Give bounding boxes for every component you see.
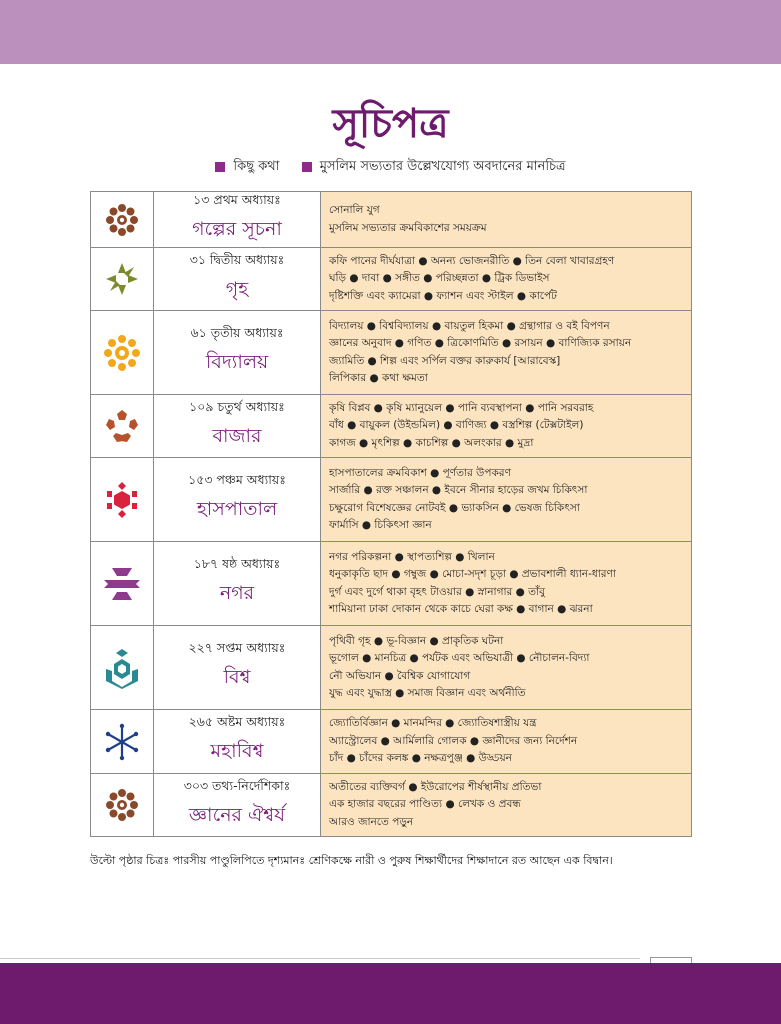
chapter-name[interactable]: হাসপাতাল (196, 498, 278, 520)
chapter-number: ২২৭ সপ্তম অধ্যায়ঃ (188, 640, 286, 655)
chapter-number: ৬১ তৃতীয় অধ্যায়ঃ (190, 325, 284, 340)
chapter-title-cell (154, 395, 321, 458)
toc-table (90, 191, 692, 837)
chapter-icon-cell (91, 542, 154, 626)
chapter-topics (321, 626, 692, 710)
chapter-title-cell (154, 192, 321, 248)
teal-hexagon-icon (102, 647, 142, 689)
chapter-icon-cell (91, 248, 154, 311)
bottom-band (0, 963, 781, 1024)
subtitle (0, 157, 781, 178)
navy-snowflake-icon (103, 723, 141, 761)
chapter-number: ১৫৩ পঞ্চম অধ্যায়ঃ (188, 472, 286, 487)
topic-line: জ্যোতির্বিজ্ঞান ● মানমন্দির ● জ্যোতিষশাস্ত্রীয় যন্ত্র (329, 717, 537, 730)
topic-line: নগর পরিকল্পনা ● স্থাপত্যশিল্প ● খিলান (329, 550, 495, 563)
table-row[interactable] (91, 626, 692, 710)
chapter-title-cell (154, 458, 321, 542)
chapter-topics (321, 710, 692, 774)
chapter-icon-cell (91, 192, 154, 248)
chapter-number: ৩০৩ তথ্য-নির্দেশিকাঃ (183, 777, 291, 793)
topic-line: এক হাজার বছরের পাণ্ডিত্য ● লেখক ও প্রবন্ধ (329, 798, 521, 811)
chapter-number: ৩১ দ্বিতীয় অধ্যায়ঃ (189, 251, 285, 267)
topic-line: মুসলিম সভ্যতার ক্রমবিকাশের সময়ক্রম (329, 221, 487, 234)
chapter-topics (321, 395, 692, 458)
topic-line: ভূগোল ● মানচিত্র ● পর্যটক এবং অভিযাত্রী ● নৌচালন-বিদ্যা (329, 652, 590, 664)
chapter-topics (321, 774, 692, 837)
topic-line: কৃষি বিপ্লব ● কৃষি ম্যানুয়েল ● পানি ব্যবস্থাপনা ● পানি সরবরাহ (329, 401, 594, 414)
topic-line: আরও জানতে পড়ুন (329, 815, 414, 828)
table-row[interactable] (91, 458, 692, 542)
chapter-icon-cell (91, 395, 154, 458)
chapter-name[interactable]: জ্ঞানের ঐশ্বর্য (188, 803, 286, 826)
topic-line: নৌ অভিযান ● বৈশ্বিক যোগাযোগ (329, 669, 471, 682)
topic-line: হাসপাতালের ক্রমবিকাশ ● পূর্ণতার উপকরণ (329, 466, 511, 479)
chapter-topics (321, 311, 692, 395)
topic-line: বাঁধ ● বায়ুকল (উইন্ডমিল) ● বাণিজ্য ● বস্ত্রশিল্প (টেক্সটাইল) (329, 419, 584, 432)
topic-line: জ্যামিতি ● শিল্প এবং সর্পিল বক্তর কারুকার্য [আরাবেস্ক] (329, 354, 561, 367)
topic-line: পৃথিবী গৃহ ● ভূ-বিজ্ঞান ● প্রাকৃতিক ঘটনা (329, 634, 504, 647)
olive-star-icon (104, 261, 140, 297)
chapter-name[interactable]: গৃহ (225, 277, 249, 300)
chapter-icon-cell (91, 458, 154, 542)
topic-line: চাঁদ ● চাঁদের কলঙ্ক ● নক্ষত্রপুঞ্জ ● উড্ডয়ন (329, 752, 512, 765)
red-hexagon-icon (102, 480, 142, 520)
topic-line: বিদ্যালয় ● বিশ্ববিদ্যালয় ● বায়তুল হিকমা ● গ্রন্থাগার ও বই বিপণন (329, 319, 610, 332)
subtitle-item-map[interactable]: মুসলিম সভ্যতার উল্লেখযোগ্য অবদানের মানচিত্র (319, 159, 566, 174)
brown-rosette-icon (104, 202, 140, 238)
figure-caption: উল্টো পৃষ্ঠার চিত্রঃ পারসীয় পাণ্ডুলিপিতে দৃশ্যমানঃ শ্রেণিকক্ষে নারী ও পুরুষ শিক্ষার্থীদের শিক্ষাদানে রত আছেন এক বিদ্বান। (90, 854, 613, 867)
chapter-topics (321, 248, 692, 311)
topic-line: দৃষ্টিশক্তি এবং ক্যামেরা ● ফ্যাশন এবং স্টাইল ● কার্পেট (329, 289, 557, 302)
chapter-number: ২৬৫ অষ্টম অধ্যায়ঃ (188, 714, 286, 729)
chapter-number: ১৮৭ ষষ্ঠ অধ্যায়ঃ (193, 556, 281, 571)
chapter-topics (321, 458, 692, 542)
subtitle-item-preface[interactable]: কিছু কথা (233, 159, 280, 174)
chapter-name[interactable]: বিশ্ব (223, 666, 251, 688)
chapter-title-cell (154, 774, 321, 837)
chapter-title-cell (154, 710, 321, 774)
divider (0, 958, 640, 959)
chapter-icon-cell (91, 710, 154, 774)
topic-line: শামিয়ানা ঢাকা দোকান থেকে কাচে ঘেরা কক্ষ ● বাগান ● ঝরনা (329, 603, 593, 615)
topic-line: সোনালি যুগ (329, 204, 380, 216)
topic-line: ঘড়ি ● দাবা ● সঙ্গীত ● পরিচ্ছন্নতা ● ট্রিক ডিভাইস (329, 272, 550, 285)
chapter-name[interactable]: বাজার (212, 424, 262, 447)
chapter-number: ১৩ প্রথম অধ্যায়ঃ (193, 192, 281, 207)
orange-sun-icon (103, 334, 141, 372)
chapter-icon-cell (91, 774, 154, 837)
top-band (0, 0, 781, 64)
chapter-number: ১০৯ চতুর্থ অধ্যায়ঃ (189, 398, 285, 414)
chapter-topics (321, 192, 692, 248)
table-row[interactable] (91, 248, 692, 311)
chapter-title-cell (154, 542, 321, 626)
table-row[interactable] (91, 192, 692, 248)
topic-line: চক্ষুরোগ বিশেষজ্ঞের নোটবই ● ভ্যাকসিন ● ভেষজ চিকিৎসা (329, 501, 580, 514)
brown-rosette-icon (104, 787, 140, 823)
chapter-icon-cell (91, 311, 154, 395)
topic-line: অতীতের ব্যক্তিবর্গ ● ইউরোপের শীর্ষস্থানীয় প্রতিভা (329, 780, 542, 793)
chapter-title-cell (154, 311, 321, 395)
table-row[interactable] (91, 542, 692, 626)
topic-line: দুর্গ এবং দুর্গে থাকা বৃহৎ টাওয়ার ● স্নানাগার ● তাঁবু (329, 585, 545, 598)
chapter-name[interactable]: গল্পের সূচনা (192, 218, 282, 240)
chapter-name[interactable]: বিদ্যালয় (205, 351, 269, 373)
chapter-title-cell (154, 626, 321, 710)
topic-line: যুদ্ধ এবং যুদ্ধাস্ত্র ● সমাজ বিজ্ঞান এবং অর্থনীতি (329, 687, 526, 699)
topic-line: কাগজ ● মৃৎশিল্প ● কাচশিল্প ● অলংকার ● মুদ্রা (329, 436, 534, 449)
topic-line: কফি পানের দীর্ঘযাত্রা ● অনন্য ভোজনরীতি ● তিন বেলা খাবারগ্রহণ (329, 254, 615, 267)
topic-line: ধনুকাকৃতি ছাদ ● গম্বুজ ● মোচা-সদৃশ চূড়া ● প্রভাবশালী ধ্যান-ধারণা (329, 568, 616, 580)
topic-line: সার্জারি ● রক্ত সঞ্চালন ● ইবনে সীনার হাড়ের জখম চিকিৎসা (329, 484, 588, 496)
topic-line: জ্ঞানের অনুবাদ ● গণিত ● ত্রিকোণমিতি ● রসায়ন ● বাণিজ্যিক রসায়ন (329, 337, 632, 349)
chapter-name[interactable]: নগর (219, 582, 255, 604)
bullet-square-icon (302, 162, 312, 172)
chapter-topics (321, 542, 692, 626)
topic-line: ফার্মাসি ● চিকিৎসা জ্ঞান (329, 519, 432, 531)
table-row[interactable] (91, 311, 692, 395)
chapter-name[interactable]: মহাবিশ্ব (210, 740, 264, 762)
table-row[interactable] (91, 395, 692, 458)
table-row[interactable] (91, 710, 692, 774)
page-title: সূচিপত্র (332, 100, 449, 147)
chapter-icon-cell (91, 626, 154, 710)
purple-arrow-icon (102, 564, 142, 604)
rust-pentagon-icon (104, 408, 140, 444)
bullet-square-icon (215, 162, 225, 172)
topic-line: লিপিকার ● কথা ক্ষমতা (329, 372, 428, 384)
chapter-title-cell (154, 248, 321, 311)
table-row[interactable] (91, 774, 692, 837)
topic-line: অ্যাস্ট্রোলেব ● আর্মিলারি গোলক ● জ্ঞানীদের জন্য নির্দেশন (329, 734, 578, 747)
